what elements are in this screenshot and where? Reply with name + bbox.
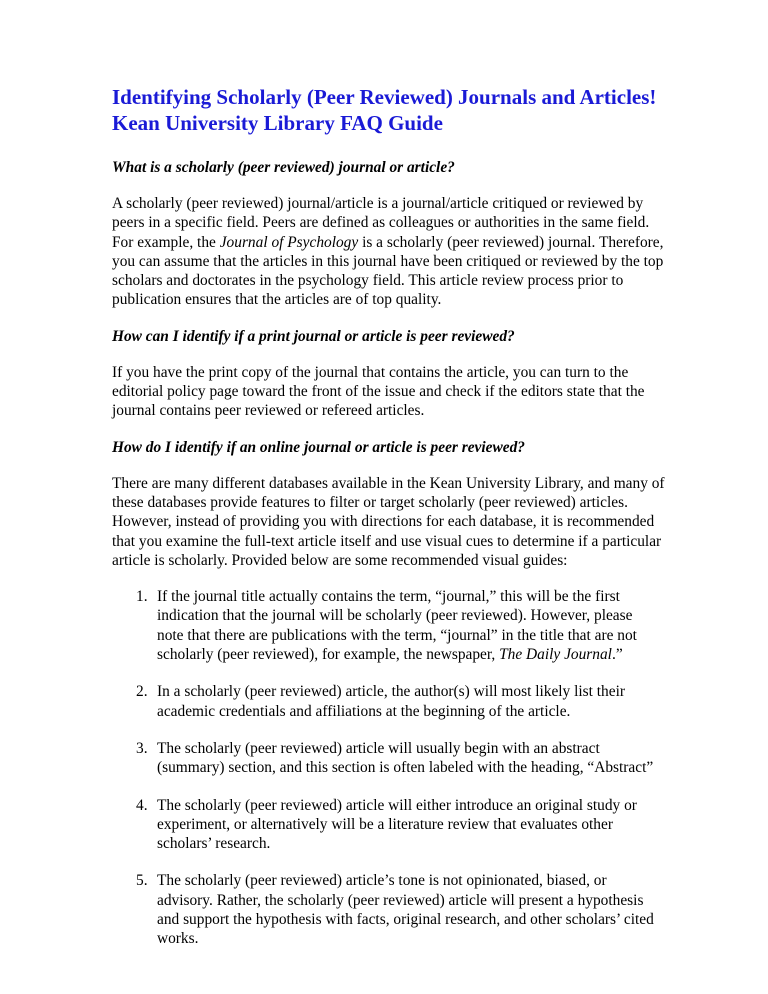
list-line: advisory. Rather, the scholarly (peer reviewed) article will present a hypothesis	[157, 891, 644, 909]
list-line: The scholarly (peer reviewed) article will usually begin with an abstract	[157, 739, 600, 757]
list-number: 1.	[136, 588, 148, 606]
list-line: and support the hypothesis with facts, original research, and other scholars’ cited	[157, 911, 654, 929]
paragraph-line	[112, 233, 672, 252]
list-line: (summary) section, and this section is often labeled with the heading, “Abstract”	[157, 759, 654, 777]
journal-title-italic: Journal of Psychology	[219, 233, 359, 251]
paragraph-line: these databases provide features to filter or target scholarly (peer reviewed) articles.	[112, 493, 628, 511]
list-item	[112, 587, 672, 664]
list-line: In a scholarly (peer reviewed) article, the author(s) will most likely list their	[157, 683, 625, 701]
text-segment: is a scholarly (peer reviewed) journal. Therefore,	[358, 233, 664, 251]
paragraph-line: journal contains peer reviewed or refereed articles.	[112, 402, 425, 420]
list-line: indication that the journal will be scholarly (peer reviewed). However, please	[157, 607, 633, 625]
list-number: 4.	[136, 796, 148, 814]
title-line-2: Kean University Library FAQ Guide	[112, 111, 443, 135]
list-item	[112, 796, 672, 854]
list-number: 3.	[136, 739, 148, 757]
list-item	[112, 682, 672, 721]
paragraph-line: There are many different databases available in the Kean University Library, and many of	[112, 474, 665, 492]
text-segment: .”	[611, 646, 623, 664]
paragraph-line: publication ensures that the articles are of top quality.	[112, 291, 442, 309]
newspaper-title-italic: The Daily Journal	[499, 646, 612, 664]
question-heading-3: How do I identify if an online journal or article is peer reviewed?	[112, 438, 525, 456]
list-line: The scholarly (peer reviewed) article will either introduce an original study or	[157, 796, 637, 814]
paragraph-definition	[112, 194, 672, 310]
list-item	[112, 871, 672, 948]
paragraph-line: scholars and doctorates in the psychology field. This article review process prior to	[112, 272, 624, 290]
list-line: works.	[157, 930, 199, 948]
paragraph-line: that you examine the full-text article itself and use visual cues to determine if a particular	[112, 532, 662, 550]
title-line-1: Identifying Scholarly (Peer Reviewed) Journals and Articles!	[112, 85, 657, 109]
visual-guides-list	[112, 587, 672, 948]
list-item	[112, 739, 672, 778]
list-line: academic credentials and affiliations at the beginning of the article.	[157, 702, 571, 720]
list-line: scholars’ research.	[157, 835, 271, 853]
question-heading-2: How can I identify if a print journal or article is peer reviewed?	[112, 327, 515, 345]
list-number: 2.	[136, 683, 148, 701]
list-line: note that there are publications with the term, “journal” in the title that are not	[157, 626, 637, 644]
text-segment: scholarly (peer reviewed), for example, the newspaper,	[157, 646, 500, 664]
text-segment: For example, the	[112, 233, 220, 251]
list-number: 5.	[136, 872, 148, 890]
list-line: experiment, or alternatively will be a literature review that evaluates other	[157, 815, 613, 833]
paragraph-line: you can assume that the articles in this journal have been critiqued or reviewed by the top	[112, 252, 664, 270]
document-title	[112, 84, 672, 136]
list-line: If the journal title actually contains the term, “journal,” this will be the first	[157, 588, 620, 606]
paragraph-online	[112, 474, 672, 570]
list-line: The scholarly (peer reviewed) article’s tone is not opinionated, biased, or	[157, 872, 607, 890]
paragraph-print	[112, 363, 672, 421]
paragraph-line: If you have the print copy of the journal that contains the article, you can turn to the	[112, 363, 629, 381]
paragraph-line: However, instead of providing you with directions for each database, it is recommended	[112, 513, 655, 531]
paragraph-line: peers in a specific field. Peers are defined as colleagues or authorities in the same field.	[112, 214, 650, 232]
list-line	[157, 645, 672, 664]
paragraph-line: article is scholarly. Provided below are some recommended visual guides:	[112, 551, 568, 569]
question-heading-1: What is a scholarly (peer reviewed) journal or article?	[112, 159, 455, 176]
paragraph-line: editorial policy page toward the front of the issue and check if the editors state that the	[112, 383, 645, 401]
document-page	[112, 84, 672, 967]
paragraph-line: A scholarly (peer reviewed) journal/article is a journal/article critiqued or reviewed by	[112, 195, 644, 212]
